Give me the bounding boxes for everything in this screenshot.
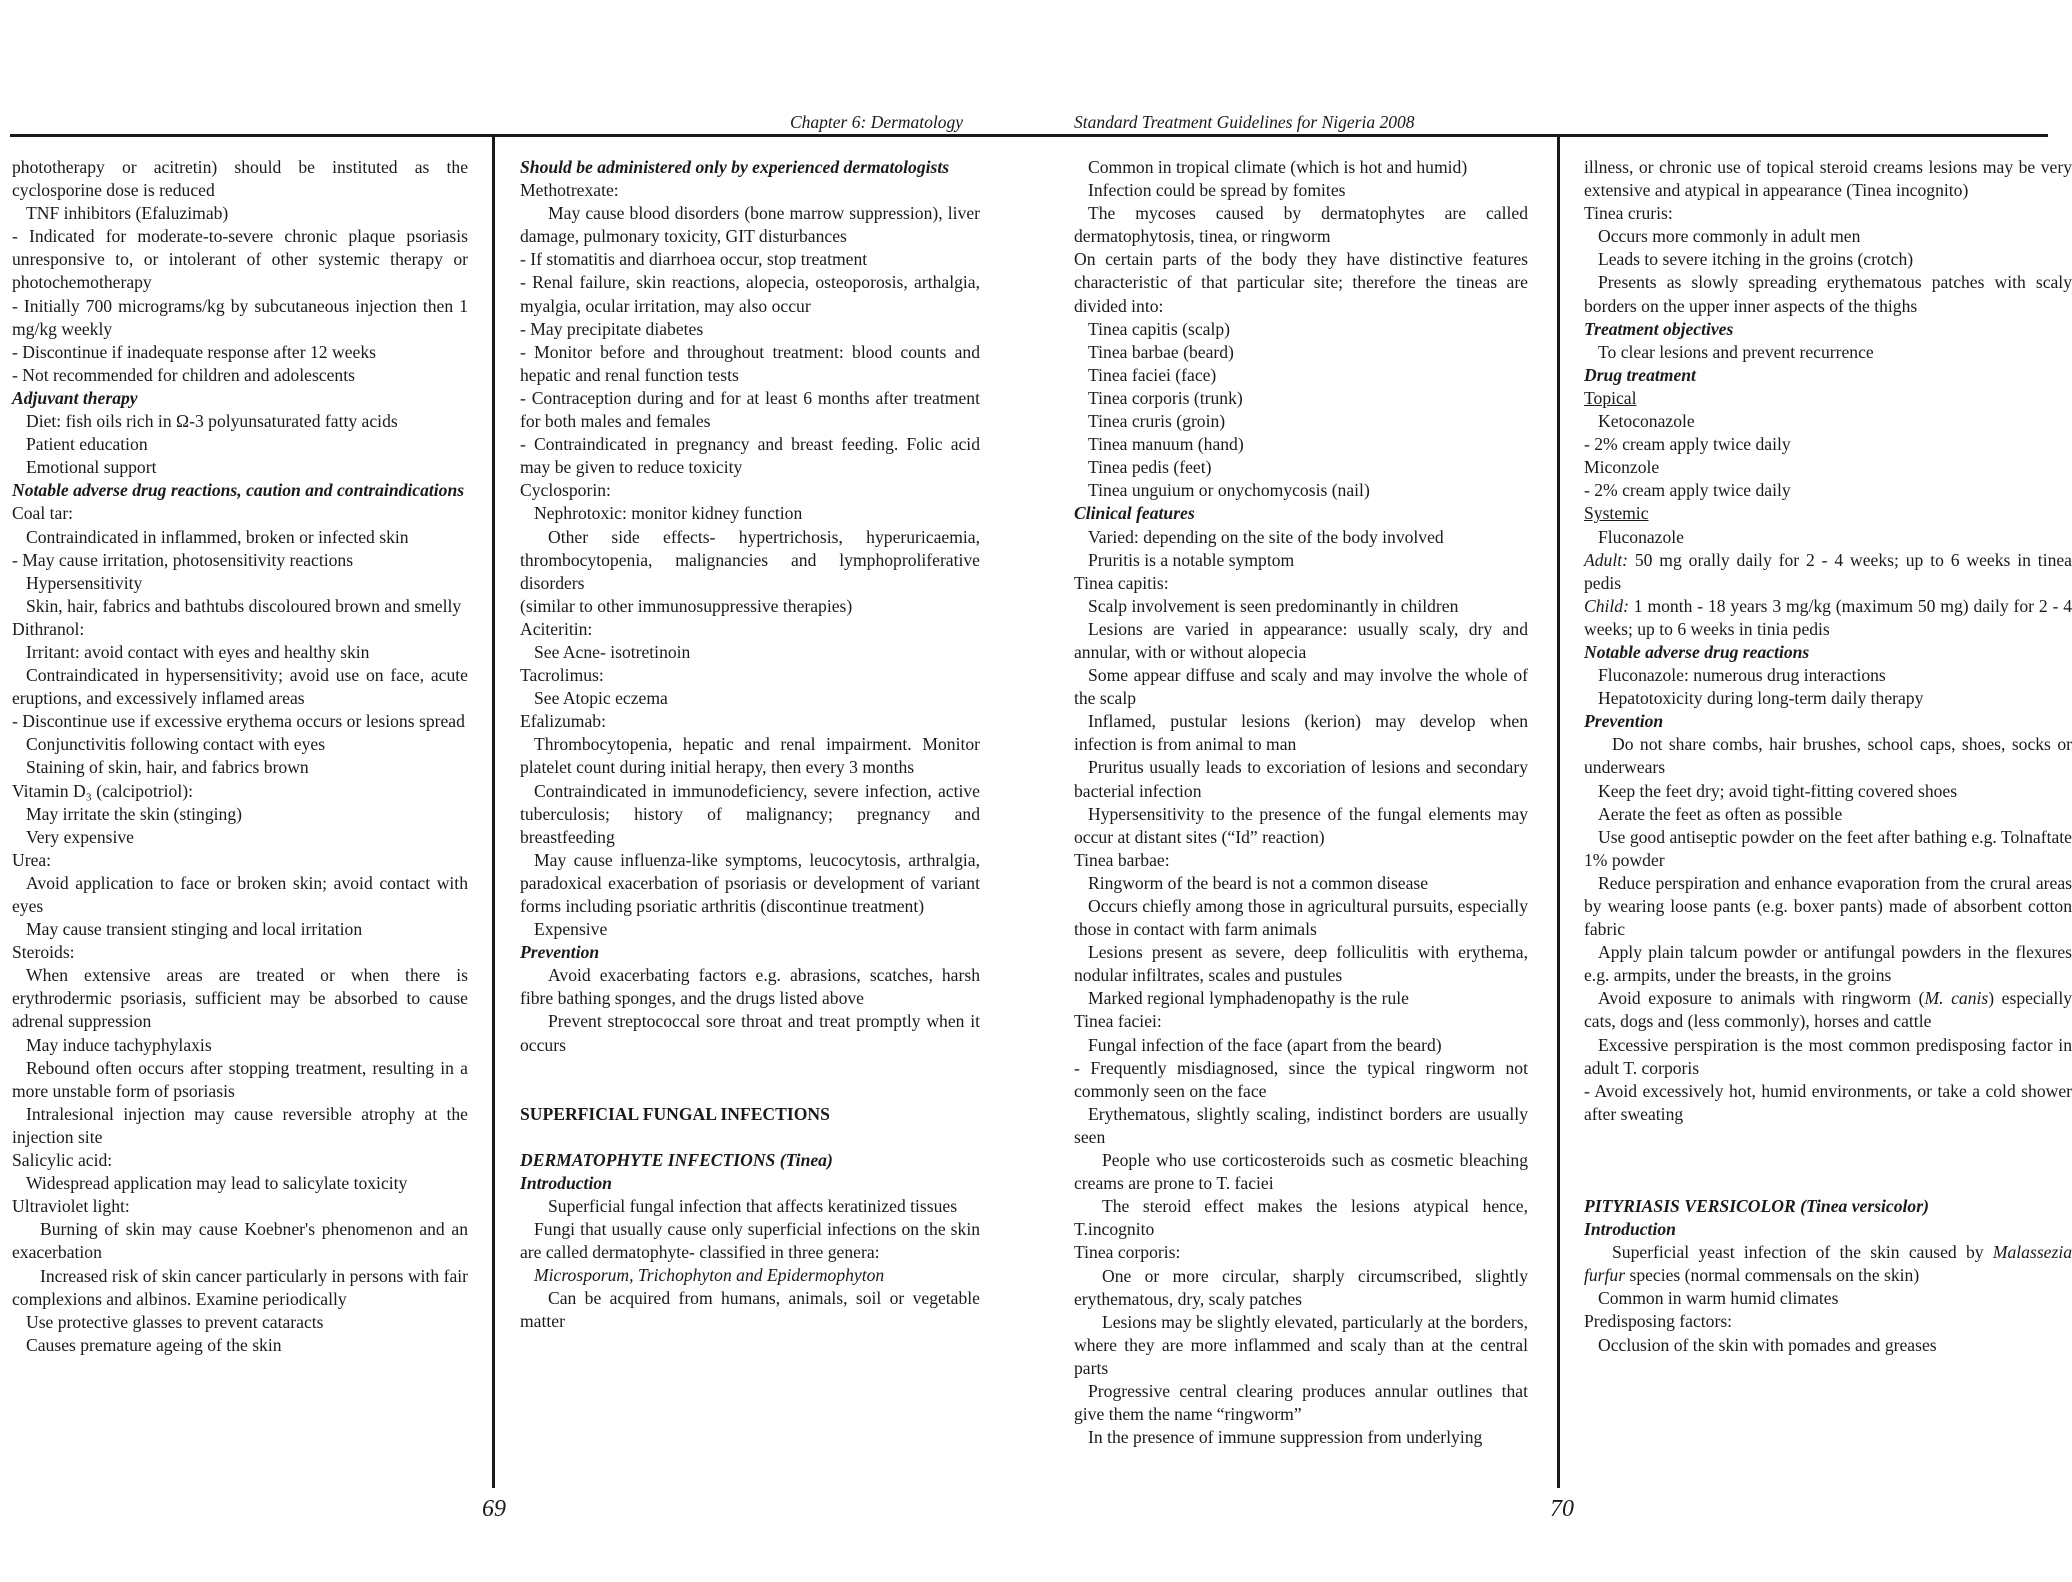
paragraph: Rebound often occurs after stopping treatment, resulting in a more unstable form of psoriasis — [12, 1057, 468, 1101]
list-item: Tinea pedis (feet) — [1088, 457, 1212, 478]
column-right — [1584, 156, 2072, 1357]
paragraph: Marked regional lymphadenopathy is the rule — [1088, 988, 1409, 1009]
list-item: - Monitor before and throughout treatment: blood counts and hepatic and renal function tests — [520, 341, 980, 385]
text-run: Superficial yeast infection of the skin caused by — [1612, 1242, 1993, 1263]
list-item: - Discontinue use if excessive erythema occurs or lesions spread — [12, 711, 465, 732]
subheading: Predisposing factors: — [1584, 1311, 1733, 1332]
section-heading: Prevention — [1584, 711, 1664, 732]
paragraph: Intralesional injection may cause reversible atrophy at the injection site — [12, 1103, 468, 1147]
drug-label: Urea: — [12, 849, 52, 870]
section-heading: Notable adverse drug reactions, caution and contraindications — [12, 480, 465, 501]
drug-label: Efalizumab: — [520, 711, 606, 732]
paragraph: Infection could be spread by fomites — [1088, 180, 1346, 201]
paragraph: See Acne- isotretinoin — [534, 641, 691, 662]
list-item: - Contraception during and for at least 6 months after treatment for both males and females — [520, 387, 980, 432]
column-divider — [492, 134, 495, 1488]
subheading: Topical — [1584, 387, 1637, 408]
paragraph: May cause blood disorders (bone marrow suppression), liver damage, pulmonary toxicity, GIT disturbances — [520, 203, 980, 247]
paragraph: Contraindicated in inflammed, broken or infected skin — [26, 526, 409, 547]
drug-label: Ketoconazole — [1598, 411, 1695, 432]
subheading: Tinea capitis: — [1074, 572, 1169, 593]
paragraph: Common in tropical climate (which is hot and humid) — [1088, 157, 1468, 177]
list-item: Tinea unguium or onychomycosis (nail) — [1088, 480, 1370, 501]
drug-label: Ultraviolet light: — [12, 1196, 130, 1217]
paragraph — [1584, 1241, 2072, 1287]
section-heading: Notable adverse drug reactions — [1584, 641, 1810, 662]
paragraph: Fungi that usually cause only superficial infections on the skin are called dermatophyte- classified in three genera: — [520, 1219, 980, 1263]
paragraph: Use protective glasses to prevent cataracts — [26, 1311, 324, 1332]
species-name: Malassezia furfur — [1584, 1242, 2072, 1286]
paragraph: Ringworm of the beard is not a common disease — [1088, 872, 1429, 893]
spacer — [520, 1057, 980, 1103]
paragraph: phototherapy or acitretin) should be instituted as the cyclosporine dose is reduced — [12, 157, 468, 201]
paragraph: Presents as slowly spreading erythematous patches with scaly borders on the upper inner aspects of the thighs — [1584, 272, 2072, 316]
drug-label: Aciteritin: — [520, 618, 593, 639]
list-item: - Avoid excessively hot, humid environments, or take a cold shower after sweating — [1584, 1080, 2072, 1124]
paragraph: Avoid application to face or broken skin; avoid contact with eyes — [12, 872, 468, 916]
paragraph: TNF inhibitors (Efaluzimab) — [26, 203, 229, 224]
spacer — [1584, 1126, 2072, 1195]
paragraph: Keep the feet dry; avoid tight-fitting covered shoes — [1598, 780, 1958, 801]
list-item: - If stomatitis and diarrhoea occur, stop treatment — [520, 249, 868, 270]
paragraph: Scalp involvement is seen predominantly in children — [1088, 595, 1459, 616]
paragraph: Thrombocytopenia, hepatic and renal impairment. Monitor platelet count during initial herapy, then every 3 months — [520, 734, 980, 778]
paragraph: Skin, hair, fabrics and bathtubs discoloured brown and smelly — [26, 595, 462, 616]
paragraph: Patient education — [26, 434, 148, 455]
chapter-heading: SUPERFICIAL FUNGAL INFECTIONS — [520, 1103, 830, 1124]
list-item: Tinea barbae (beard) — [1088, 341, 1234, 362]
paragraph: Emotional support — [26, 457, 157, 478]
drug-label: Tacrolimus: — [520, 665, 604, 686]
paragraph — [1584, 987, 2072, 1033]
running-head: Standard Treatment Guidelines for Nigeria 2008 — [1074, 112, 1415, 132]
list-item: Tinea capitis (scalp) — [1088, 318, 1231, 339]
paragraph: Occurs more commonly in adult men — [1598, 226, 1861, 247]
list-item: Tinea cruris (groin) — [1088, 411, 1226, 432]
dosage-label: Adult: — [1584, 549, 1628, 570]
paragraph: Widespread application may lead to salicylate toxicity — [26, 1173, 408, 1194]
running-head: Chapter 6: Dermatology — [790, 112, 964, 132]
text-run: Avoid exposure to animals with ringworm ( — [1598, 988, 1925, 1009]
paragraph: Leads to severe itching in the groins (crotch) — [1598, 249, 1914, 270]
section-heading: Treatment objectives — [1584, 318, 1734, 339]
drug-label: Coal tar: — [12, 503, 74, 524]
paragraph: Hepatotoxicity during long-term daily therapy — [1598, 688, 1924, 709]
paragraph: Pruritis is a notable symptom — [1088, 549, 1295, 570]
paragraph: Other side effects- hypertrichosis, hyperuricaemia, thrombocytopenia, malignancies and lymphoproliferative disorders — [520, 526, 980, 593]
paragraph: Fungal infection of the face (apart from the beard) — [1088, 1034, 1442, 1055]
paragraph: Use good antiseptic powder on the feet after bathing e.g. Tolnaftate 1% powder — [1584, 826, 2072, 870]
paragraph: Conjunctivitis following contact with eyes — [26, 734, 326, 755]
paragraph: Nephrotoxic: monitor kidney function — [534, 503, 803, 524]
dosage-text: 1 month - 18 years 3 mg/kg (maximum 50 mg) daily for 2 - 4 weeks; up to 6 weeks in tinia pedis — [1584, 595, 2072, 639]
paragraph: Diet: fish oils rich in Ω-3 polyunsaturated fatty acids — [26, 411, 398, 432]
column-right — [520, 156, 980, 1334]
section-heading: Adjuvant therapy — [12, 387, 138, 408]
header-rule — [1024, 134, 2048, 137]
section-heading: Drug treatment — [1584, 364, 1696, 385]
subheading: Tinea barbae: — [1074, 849, 1170, 870]
paragraph: Lesions are varied in appearance: usually scaly, dry and annular, with or without alopecia — [1074, 618, 1528, 662]
section-heading: DERMATOPHYTE INFECTIONS (Tinea) — [520, 1149, 833, 1170]
species-name: M. canis — [1924, 988, 1989, 1009]
paragraph: (similar to other immunosuppressive therapies) — [520, 595, 853, 616]
drug-label: Dithranol: — [12, 618, 85, 639]
paragraph: Fluconazole: numerous drug interactions — [1598, 665, 1886, 686]
drug-label: Cyclosporin: — [520, 480, 611, 501]
paragraph: May cause transient stinging and local irritation — [26, 919, 363, 940]
section-heading: Introduction — [520, 1172, 612, 1193]
list-item: Tinea manuum (hand) — [1088, 434, 1244, 455]
paragraph: Prevent streptococcal sore throat and treat promptly when it occurs — [520, 1011, 980, 1055]
paragraph: May induce tachyphylaxis — [26, 1034, 212, 1055]
paragraph: Staining of skin, hair, and fabrics brown — [26, 757, 309, 778]
paragraph: Lesions present as severe, deep folliculitis with erythema, nodular infiltrates, scales and pustules — [1074, 942, 1528, 986]
subheading: Tinea faciei: — [1074, 1011, 1162, 1032]
paragraph: To clear lesions and prevent recurrence — [1598, 341, 1874, 362]
list-item: - Initially 700 micrograms/kg by subcutaneous injection then 1 mg/kg weekly — [12, 295, 468, 339]
list-item: Tinea corporis (trunk) — [1088, 387, 1243, 408]
subheading: Tinea corporis: — [1074, 1242, 1181, 1263]
list-item: - Not recommended for children and adolescents — [12, 364, 355, 385]
section-heading — [1584, 1195, 2072, 1218]
paragraph: Aerate the feet as often as possible — [1598, 803, 1843, 824]
paragraph: One or more circular, sharply circumscribed, slightly erythematous, dry, scaly patches — [1074, 1265, 1528, 1309]
list-item: - 2% cream apply twice daily — [1584, 480, 1791, 501]
text-run: ) especially cats, dogs and (less commonly), horses and cattle — [1584, 988, 2072, 1032]
paragraph: Hypersensitivity to the presence of the fungal elements may occur at distant sites (“Id” reaction) — [1074, 803, 1528, 847]
paragraph: Irritant: avoid contact with eyes and healthy skin — [26, 641, 370, 662]
paragraph: Contraindicated in hypersensitivity; avoid use on face, acute eruptions, and excessively inflamed areas — [12, 665, 468, 709]
paragraph: Occurs chiefly among those in agricultural pursuits, especially those in contact with farm animals — [1074, 896, 1528, 940]
list-item: - Discontinue if inadequate response after 12 weeks — [12, 341, 376, 362]
paragraph: The steroid effect makes the lesions atypical hence, T.incognito — [1074, 1196, 1528, 1240]
paragraph: Lesions may be slightly elevated, particularly at the borders, where they are more inflammed and scaly than at the central parts — [1074, 1311, 1528, 1378]
list-item: - May precipitate diabetes — [520, 318, 704, 339]
dosage-adult — [1584, 549, 2072, 595]
subheading: Systemic — [1584, 503, 1649, 524]
paragraph: Burning of skin may cause Koebner's phenomenon and an exacerbation — [12, 1219, 468, 1263]
paragraph: Inflamed, pustular lesions (kerion) may develop when infection is from animal to man — [1074, 711, 1528, 755]
list-item: - Contraindicated in pregnancy and breast feeding. Folic acid may be given to reduce toxicity — [520, 434, 980, 478]
paragraph: Common in warm humid climates — [1598, 1288, 1839, 1309]
paragraph: Microsporum, Trichophyton and Epidermophyton — [534, 1265, 885, 1286]
paragraph: Do not share combs, hair brushes, school caps, shoes, socks or underwears — [1584, 734, 2072, 778]
paragraph: Superficial fungal infection that affects keratinized tissues — [548, 1195, 958, 1216]
paragraph: Avoid exacerbating factors e.g. abrasions, scatches, harsh fibre bathing sponges, and the drugs listed above — [520, 965, 980, 1009]
list-item: - May cause irritation, photosensitivity reactions — [12, 549, 354, 570]
text-run: species (normal commensals on the skin) — [1625, 1265, 1920, 1286]
paragraph: Excessive perspiration is the most common predisposing factor in adult T. corporis — [1584, 1034, 2072, 1078]
page-69 — [0, 0, 1024, 1582]
list-item: - Renal failure, skin reactions, alopecia, osteoporosis, arthalgia, myalgia, ocular irritation, may also occur — [520, 272, 980, 316]
paragraph: Apply plain talcum powder or antifungal powders in the flexures e.g. armpits, under the breasts, in the groins — [1584, 942, 2072, 986]
paragraph: illness, or chronic use of topical steroid creams lesions may be very extensive and atypical in appearance (Tinea incognito) — [1584, 157, 2072, 201]
paragraph: Progressive central clearing produces annular outlines that give them the name “ringworm” — [1074, 1380, 1528, 1425]
spacer — [520, 1126, 980, 1149]
column-divider — [1557, 134, 1560, 1488]
paragraph: Can be acquired from humans, animals, soil or vegetable matter — [520, 1288, 980, 1332]
section-heading: Introduction — [1584, 1219, 1676, 1240]
section-heading: Clinical features — [1074, 503, 1195, 524]
column-left — [12, 156, 468, 1357]
paragraph: Increased risk of skin cancer particularly in persons with fair complexions and albinos. Examine periodically — [12, 1265, 468, 1309]
subheading: Tinea cruris: — [1584, 203, 1673, 224]
paragraph: The mycoses caused by dermatophytes are called dermatophytosis, tinea, or ringworm — [1074, 203, 1528, 247]
page-70 — [1024, 0, 2072, 1582]
section-heading: Prevention — [520, 942, 600, 963]
list-item: - 2% cream apply twice daily — [1584, 434, 1791, 455]
paragraph: Expensive — [534, 919, 608, 940]
drug-label: Salicylic acid: — [12, 1150, 113, 1171]
list-item: - Frequently misdiagnosed, since the typical ringworm not commonly seen on the face — [1074, 1057, 1528, 1101]
heading-run: PITYRIASIS VERSICOLOR ( — [1584, 1195, 1806, 1216]
dosage-text: 50 mg orally daily for 2 - 4 weeks; up to 6 weeks in tinea pedis — [1584, 549, 2072, 593]
paragraph: May irritate the skin (stinging) — [26, 803, 242, 824]
column-left — [1074, 156, 1528, 1449]
header-rule — [10, 134, 1024, 137]
paragraph: Contraindicated in immunodeficiency, severe infection, active tuberculosis; history of malignancy; pregnancy and breastfeeding — [520, 780, 980, 847]
paragraph: Varied: depending on the site of the body involved — [1088, 526, 1444, 547]
paragraph: In the presence of immune suppression from underlying — [1088, 1427, 1483, 1448]
page-number: 70 — [1550, 1496, 1574, 1522]
paragraph: Hypersensitivity — [26, 572, 143, 593]
list-item: Tinea faciei (face) — [1088, 364, 1217, 385]
paragraph: Occlusion of the skin with pomades and greases — [1598, 1334, 1937, 1355]
paragraph: Causes premature ageing of the skin — [26, 1334, 282, 1355]
paragraph: Erythematous, slightly scaling, indistinct borders are usually seen — [1074, 1103, 1528, 1147]
drug-label: Fluconazole — [1598, 526, 1684, 547]
dosage-child — [1584, 595, 2072, 641]
paragraph: Pruritus usually leads to excoriation of lesions and secondary bacterial infection — [1074, 757, 1528, 801]
heading-run: Tinea versicolor — [1805, 1195, 1924, 1216]
paragraph: Very expensive — [26, 826, 134, 847]
drug-label: Steroids: — [12, 942, 75, 963]
page-number: 69 — [482, 1496, 506, 1522]
drug-label: Miconzole — [1584, 457, 1660, 478]
drug-label: Methotrexate: — [520, 180, 619, 201]
paragraph: See Atopic eczema — [534, 688, 668, 709]
paragraph: People who use corticosteroids such as cosmetic bleaching creams are prone to T. faciei — [1074, 1150, 1528, 1194]
section-heading: Should be administered only by experienced dermatologists — [520, 157, 950, 177]
dosage-label: Child: — [1584, 595, 1629, 616]
heading-run: ) — [1923, 1195, 1929, 1216]
list-item: - Indicated for moderate-to-severe chronic plaque psoriasis unresponsive to, or intolerant of other systemic therapy or photochemotherapy — [12, 226, 468, 293]
paragraph: May cause influenza-like symptoms, leucocytosis, arthralgia, paradoxical exacerbation of psoriasis or development of variant forms including psoriatic arthritis (discontinue treatment) — [520, 849, 980, 916]
paragraph: Reduce perspiration and enhance evaporation from the crural areas by wearing loose pants (e.g. boxer pants) made of absorbent cotton fabric — [1584, 872, 2072, 940]
paragraph: When extensive areas are treated or when there is erythrodermic psoriasis, sufficient may be absorbed to cause adrenal suppression — [12, 965, 468, 1032]
paragraph: Some appear diffuse and scaly and may involve the whole of the scalp — [1074, 665, 1528, 709]
paragraph: On certain parts of the body they have distinctive features characteristic of that particular site; therefore the tineas are divided into: — [1074, 249, 1528, 316]
drug-label: Vitamin D₃ (calcipotriol): — [12, 780, 193, 801]
